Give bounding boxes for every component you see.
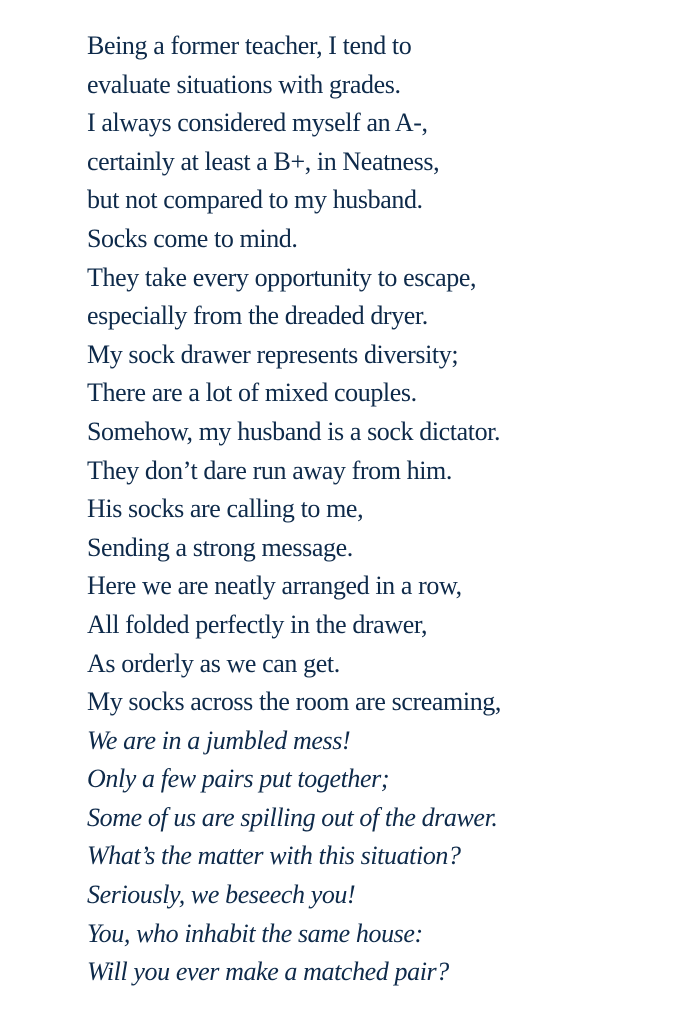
poem-body <box>87 27 677 992</box>
poem-line: As orderly as we can get. <box>87 648 340 678</box>
poem-line: All folded perfectly in the drawer, <box>87 609 428 639</box>
poem-line-italic: We are in a jumbled mess! <box>87 725 351 755</box>
poem-line: Being a former teacher, I tend to <box>87 31 412 60</box>
poem-line-italic: What’s the matter with this situation? <box>87 841 461 871</box>
poem-line: They take every opportunity to escape, <box>87 262 477 292</box>
poem-line: His socks are calling to me, <box>87 494 364 524</box>
poem-line: Sending a strong message. <box>87 532 353 562</box>
poem-line: but not compared to my husband. <box>87 185 423 215</box>
poem-line-italic: Some of us are spilling out of the drawer. <box>87 802 498 832</box>
poem-line-italic: Seriously, we beseech you! <box>87 880 356 910</box>
poem-line: certainly at least a B+, in Neatness, <box>87 146 440 176</box>
poem-line: There are a lot of mixed couples. <box>87 378 417 408</box>
poem-line: My socks across the room are screaming, <box>87 687 501 717</box>
poem-line: Somehow, my husband is a sock dictator. <box>87 416 501 446</box>
poem-line: especially from the dreaded dryer. <box>87 301 428 331</box>
poem-line: evaluate situations with grades. <box>87 69 401 99</box>
poem-line-italic: Only a few pairs put together; <box>87 764 390 794</box>
poem-line: Here we are neatly arranged in a row, <box>87 571 462 601</box>
poem-line: Socks come to mind. <box>87 223 298 253</box>
poem-line: I always considered myself an A-, <box>87 108 428 138</box>
poem-line-italic: You, who inhabit the same house: <box>87 918 423 948</box>
poem-line: My sock drawer represents diversity; <box>87 339 459 369</box>
poem-line-italic: Will you ever make a matched pair? <box>87 957 449 987</box>
poem-line: They don’t dare run away from him. <box>87 455 452 485</box>
